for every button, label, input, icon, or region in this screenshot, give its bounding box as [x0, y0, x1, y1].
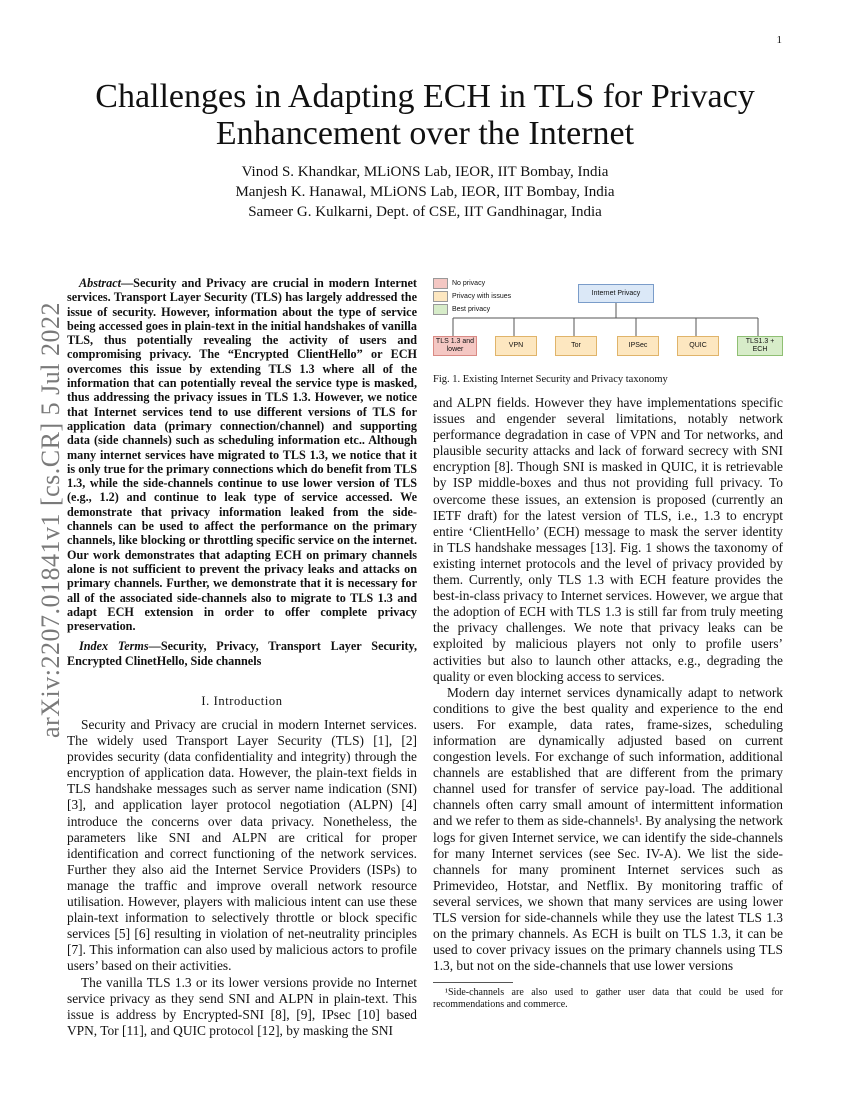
taxonomy-root: Internet Privacy — [578, 284, 654, 303]
author-line: Manjesh K. Hanawal, MLiONS Lab, IEOR, IIT Bombay, India — [235, 184, 615, 200]
legend-label: Best privacy — [452, 306, 491, 313]
footnote: ¹Side-channels are also used to gather user data that could be used for recommendations and commerce. — [433, 987, 783, 1011]
taxonomy-node-tls13-lower: TLS 1.3 and lower — [433, 336, 477, 356]
right-column — [433, 276, 783, 1011]
abstract-text: Security and Privacy are crucial in modern Internet services. Transport Layer Security (TLS) has largely addressed the issue of security. However, information about the type of service being accessed goes in plain-text in the initial handshakes of vanilla TLS, thus potentially revealing the activity of users and compromising privacy. The “Encrypted ClientHello” or ECH overcomes this issue by extending TLS 1.3 where all of the information that can potentially reveal the service type is masked, thus addressing the privacy issues in TLS 1.3. However, we notice that Internet services tend to use different versions of TLS for application data (primary connection/channel) and supporting data (side channels) such as scheduling information etc.. Although many internet services have migrated to TLS 1.3, we notice that it is only true for the primary connections which do benefit from TLS 1.3, while the side-channels continue to use lower version of TLS (e.g., 1.2) and continue to leak type of service accessed. We demonstrate that privacy information leaked from the side-channels can be used to affect the performance on the primary channels, like blocking or throttling specific service on the internet. Our work demonstrates that adapting ECH on primary channels alone is not sufficient to prevent the privacy leaks and attacks on primary channels. Further, we demonstrate that it is necessary for all of the associated side-channels also to migrate to TLS 1.3 and adapt ECH extension in order to offer complete privacy preservation. — [67, 276, 417, 634]
abstract: Abstract—Security and Privacy are crucial in modern Internet services. Transport Layer Security (TLS) has largely addressed the issue of security. However, information about the type of service being accessed goes in plain-text in the initial handshakes of vanilla TLS, thus potentially revealing the activity of users and compromising privacy. The “Encrypted ClientHello” or ECH overcomes this issue by extending TLS 1.3 where all of the information that can potentially reveal the service type is masked, thus addressing the privacy issues in TLS 1.3. However, we notice that Internet services tend to use different versions of TLS for application data (primary connection/channel) and supporting data (side channels) such as scheduling information etc.. Although many internet services have migrated to TLS 1.3, we notice that it is only true for the primary connections which do benefit from TLS 1.3, while the side-channels continue to use lower version of TLS (e.g., 1.2) and continue to leak type of service accessed. We demonstrate that privacy information leaked from the side-channels can be used to affect the performance on the primary channels, like blocking or throttling specific service on the internet. Our work demonstrates that adapting ECH on primary channels alone is not sufficient to prevent the privacy leaks and attacks on primary channels. Further, we demonstrate that it is necessary for all of the associated side-channels also to migrate to TLS 1.3 and adapt ECH extension in order to offer complete privacy preservation. Index Terms—Security, Privacy, Transport Layer Security, Encrypted ClinetHello, Side channels — [67, 276, 417, 668]
right-body — [433, 395, 783, 974]
arxiv-stamp: arXiv:2207.01841v1 [cs.CR] 5 Jul 2022 — [36, 302, 65, 738]
page-number: 1 — [776, 34, 782, 46]
figure-caption: Fig. 1. Existing Internet Security and Privacy taxonomy — [433, 374, 668, 385]
author-list — [120, 162, 730, 222]
paragraph: and ALPN fields. However they have implementations specific issues and engender several limitations, notably network performance degradation in case of VPN and Tor networks, and plausible security attacks and lack of forward secrecy with SNI encryption [8]. Though SNI is masked in QUIC, it is retrievable by ISP middle-boxes and thus not providing full privacy. To overcome these issues, an extension is proposed (currently an IETF draft) for the latest version of TLS, i.e., 1.3 to encrypt entire ‘ClientHello’ (ECH) message to mask the server identity in TLS handshake messages [13]. Fig. 1 shows the taxonomy of existing internet protocols and the level of privacy provided by them. Currently, only TLS 1.3 with ECH feature provides the best-in-class privacy to Internet services. However, we argue that the adoption of ECH with TLS 1.3 is still far from truly meeting the privacy challenges. We note that privacy leaks can be exploited by malicious players not only to profile users’ activities but also to launch other attacks, e.g., degrading the quality or even blocking access to services. — [433, 395, 783, 684]
paragraph: The vanilla TLS 1.3 or its lower versions provide no Internet service privacy as they send SNI and ALPN in plain-text. This issue is address by Encrypted-SNI [8], [9], IPsec [10] based VPN, Tor [11], and QUIC protocol [12], by masking the SNI — [67, 974, 417, 1038]
left-column — [67, 276, 417, 1039]
abstract-label: Abstract — [79, 276, 121, 290]
author-line: Vinod S. Khandkar, MLiONS Lab, IEOR, IIT Bombay, India — [241, 164, 609, 180]
legend-label: Privacy with issues — [452, 293, 512, 300]
taxonomy-node-vpn: VPN — [495, 336, 537, 356]
index-terms-text: Security, Privacy, Transport Layer Security, Encrypted ClinetHello, Side channels — [67, 639, 417, 668]
legend-label: No privacy — [452, 280, 486, 287]
author-line: Sameer G. Kulkarni, Dept. of CSE, IIT Gandhinagar, India — [248, 204, 602, 220]
intro-body — [67, 717, 417, 1039]
taxonomy-node-tor: Tor — [555, 336, 597, 356]
paper-title: Challenges in Adapting ECH in TLS for Privacy Enhancement over the Internet — [95, 78, 755, 152]
index-terms-label: Index Terms — [79, 639, 149, 654]
paragraph: Modern day internet services dynamically adapt to network conditions to give the best quality and experience to the end users. For example, data rates, frame-sizes, scheduling information are dynamically adjusted based on current congestion levels. For exchange of such information, additional channels are established that are different from the primary channel used for transfer of service pay-load. The additional channels often carry small amount of intermittent information and we refer to them as side-channels¹. By analysing the network logs for given Internet service, we can identify the side-channels for many Internet services (see Sec. IV-A). We list the side-channels for many prominent Internet services such as Primevideo, Hotstar, and Netflix. By monitoring traffic of several services, we shown that many services are using lower TLS version for side-channels while they use the latest TLS 1.3 on the primary channels. As ECH is built on TLS 1.3, it can be used to cover privacy issues on the primary channels using TLS 1.3, but not on the side-channels that use lower versions — [433, 684, 783, 974]
paragraph: Security and Privacy are crucial in modern Internet services. The widely used Transport Layer Security (TLS) [1], [2] provides security (data confidentiality and integrity) through the encryption of application data. However, the plain-text fields in TLS handshake messages such as server name indication (SNI) [3], and application layer protocol negotiation (ALPN) [4] introduce the concerns over data privacy. Nonetheless, the parameters like SNI and ALPN are critical for proper identification and correct functioning of the network services. Further they also aid the Internet Service Providers (ISPs) to manage the traffic and improve overall network resource utilisation. However, players with malicious intent can use these plain-text information to selectively throttle or block specific services [5] [6] resulting in violation of net-neutrality principles [7]. This information can also used by malicious actors to profile users’ based on their activities. — [67, 717, 417, 974]
taxonomy-node-quic: QUIC — [677, 336, 719, 356]
taxonomy-node-ipsec: IPSec — [617, 336, 659, 356]
section-heading: I. Introduction — [201, 694, 283, 709]
taxonomy-node-tls13-ech: TLS1.3 + ECH — [737, 336, 783, 356]
taxonomy-figure — [433, 276, 783, 368]
footnote-divider — [433, 982, 513, 983]
